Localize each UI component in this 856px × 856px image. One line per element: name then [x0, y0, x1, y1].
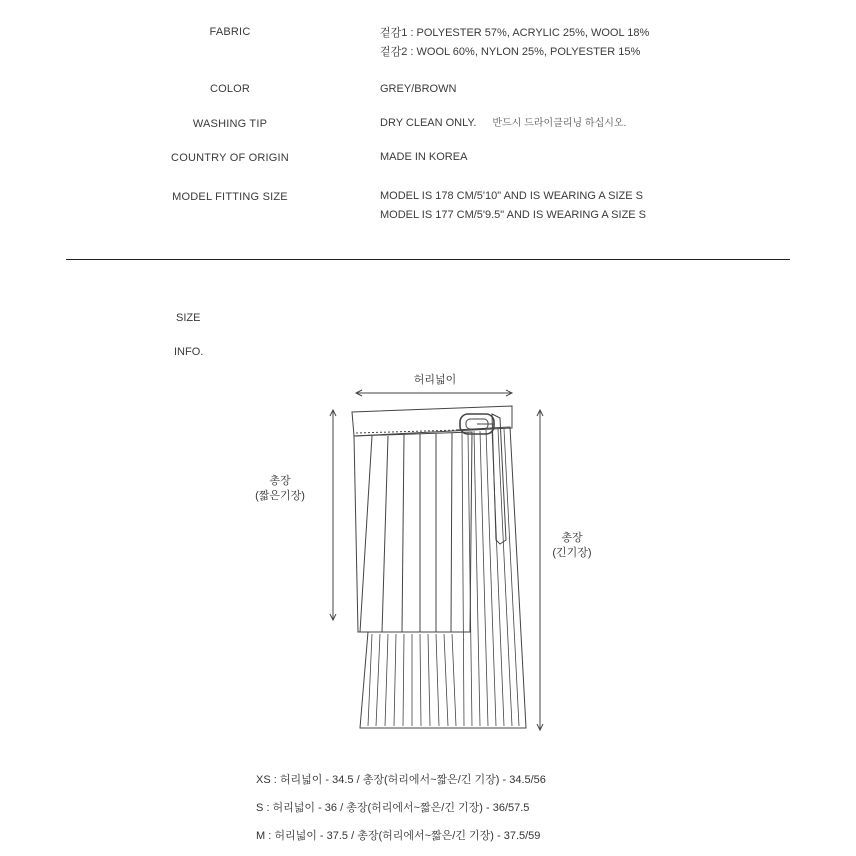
size-heading: SIZE: [176, 312, 201, 324]
waist-width-label: 허리넓이: [413, 374, 457, 386]
fabric-line-1: 겉감1 : POLYESTER 57%, ACRYLIC 25%, WOOL 18%: [380, 27, 650, 39]
size-row-xs: XS : 허리넓이 - 34.5 / 총장(허리에서~짧은/긴 기장) - 34.5/56: [256, 774, 546, 786]
washing-label: WASHING TIP: [192, 118, 268, 130]
color-label: COLOR: [209, 83, 251, 95]
origin-label: COUNTRY OF ORIGIN: [171, 152, 289, 164]
front-panel: [354, 432, 472, 632]
info-heading: INFO.: [174, 346, 204, 358]
fabric-label: FABRIC: [209, 26, 251, 38]
model-line-1: MODEL IS 178 CM/5'10" AND IS WEARING A SIZE S: [380, 190, 643, 202]
short-length-arrow: [330, 410, 336, 620]
size-row-m: M : 허리넓이 - 37.5 / 총장(허리에서~짧은/긴 기장) - 37.5/59: [256, 830, 541, 842]
washing-text: DRY CLEAN ONLY.: [380, 117, 477, 129]
washing-note: 반드시 드라이클리닝 하십시오.: [492, 118, 627, 129]
model-fitting-label: MODEL FITTING SIZE: [172, 191, 288, 203]
size-row-s: S : 허리넓이 - 36 / 총장(허리에서~짧은/긴 기장) - 36/57.5: [256, 802, 530, 814]
back-panel: [360, 427, 526, 728]
color-value: GREY/BROWN: [380, 83, 457, 95]
fabric-line-2: 겉감2 : WOOL 60%, NYLON 25%, POLYESTER 15%: [380, 46, 641, 58]
narrow-pleats: [368, 429, 519, 726]
origin-value: MADE IN KOREA: [380, 151, 468, 163]
long-length-line-1: 총장: [561, 532, 583, 544]
waist-dimension-arrow: [356, 390, 512, 396]
short-length-line-2: (짧은기장): [255, 490, 305, 502]
long-length-arrow: [537, 410, 543, 730]
model-line-2: MODEL IS 177 CM/5'9.5" AND IS WEARING A SIZE S: [380, 209, 647, 221]
long-length-line-2: (긴기장): [552, 547, 592, 559]
short-length-line-1: 총장: [269, 475, 291, 487]
